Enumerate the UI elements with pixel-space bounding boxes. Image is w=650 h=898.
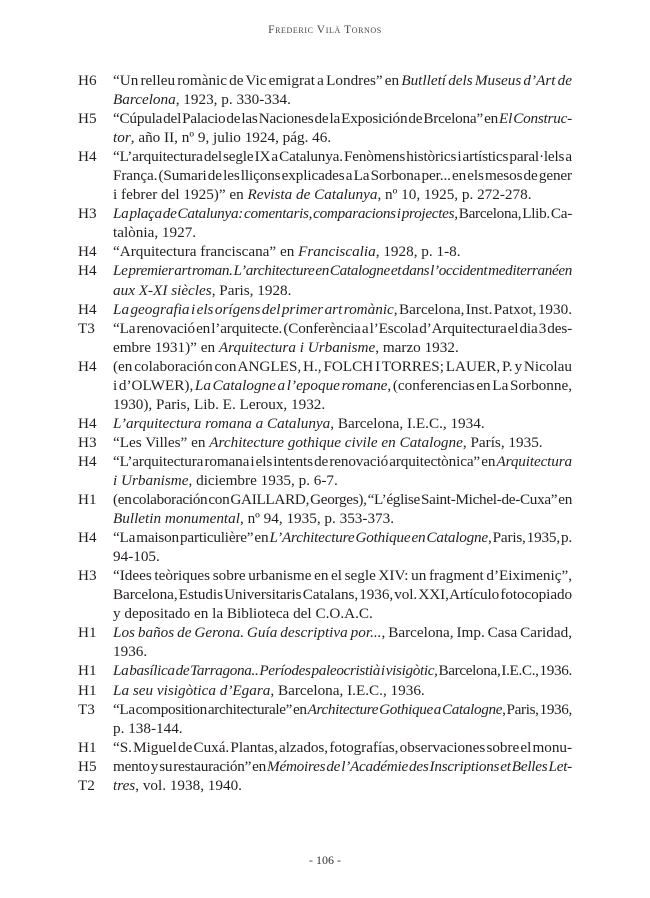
- text-run: (en colaboración con ANGLES, H., FOLCH I TORRES; LAUER, P. y Nicolau: [113, 357, 572, 375]
- location-code: H3: [78, 205, 97, 223]
- location-code: H3: [78, 433, 97, 451]
- bibliography-line: [78, 357, 572, 376]
- bibliography-line: [78, 128, 572, 147]
- italic-title: Los baños de Gerona. Guía descriptiva por...: [113, 624, 382, 642]
- entry-text: [113, 757, 572, 776]
- bibliography-line: [78, 300, 572, 319]
- bibliography-line: [78, 223, 572, 242]
- location-code: H4: [78, 452, 97, 470]
- bibliography-line: [78, 757, 572, 776]
- text-run: p. 138-144.: [113, 719, 183, 737]
- text-run: , Barcelona, Inst. Patxot, 1930.: [393, 300, 572, 318]
- bibliography-line: [78, 452, 572, 471]
- text-run: , marzo 1932.: [375, 338, 459, 356]
- page-number: - 106 -: [309, 853, 341, 867]
- text-run: Barcelona, Estudis Universitaris Catalans, 1936, vol. XXI, Artículo fotocopiado: [113, 586, 572, 604]
- location-code: H1: [78, 738, 97, 756]
- location-code: H4: [78, 148, 97, 166]
- italic-title: tres: [113, 776, 136, 794]
- text-run: “La composition architecturale” en: [113, 700, 308, 718]
- bibliography-line: [78, 71, 572, 90]
- entry-text: [113, 738, 572, 757]
- text-run: França. (Sumari de les lliçons explicades a La Sorbona per... en els mesos de gener: [113, 167, 572, 185]
- text-run: , Paris, 1928.: [211, 281, 292, 299]
- italic-title: Le premier art roman. L’architecture en Catalogne et dans l’occident mediterranéen: [113, 262, 572, 280]
- entry-text: [113, 376, 572, 395]
- entry-text: [113, 71, 572, 90]
- text-run: , 1928, p. 1-8.: [375, 243, 461, 261]
- bibliography-line: [78, 490, 572, 509]
- italic-title: Bulletin monumental: [113, 510, 240, 528]
- entry-text: [113, 357, 572, 376]
- location-code: H5: [78, 757, 97, 775]
- location-code: T3: [78, 700, 95, 718]
- bibliography-line: [78, 414, 572, 433]
- running-header: Frederic Vilà Tornos: [268, 24, 382, 36]
- italic-title: Butlletí dels Museus d’Art de: [401, 72, 573, 89]
- text-run: “La maison particulière” en: [113, 529, 270, 547]
- italic-title: Revista de Catalunya: [247, 186, 378, 204]
- entry-text: [113, 223, 196, 242]
- location-code: H4: [78, 262, 97, 280]
- location-code: H3: [78, 567, 97, 585]
- bibliography-line: [78, 242, 572, 261]
- text-run: 94-105.: [113, 548, 160, 566]
- bibliography-line: [78, 90, 572, 109]
- bibliography-line: [78, 166, 572, 185]
- entry-text: [113, 242, 461, 261]
- entry-text: [113, 433, 543, 452]
- bibliography-line: [78, 681, 572, 700]
- bibliography-line: [78, 528, 572, 547]
- entry-text: [113, 490, 572, 509]
- location-code: H4: [78, 529, 97, 547]
- text-run: , (conferencias en La Sorbonne,: [387, 376, 572, 394]
- bibliography-line: [78, 185, 572, 204]
- entry-text: [113, 566, 572, 585]
- bibliography-line: [78, 623, 572, 642]
- italic-title: El Construc-: [499, 110, 572, 128]
- italic-title: i Urbanisme: [113, 471, 189, 489]
- entry-text: [113, 509, 394, 528]
- entry-text: [113, 661, 572, 680]
- location-code: H1: [78, 491, 97, 509]
- text-run: “L’arquitectura romana i els intents de renovació arquitectònica” en: [113, 452, 497, 470]
- text-run: , Barcelona, I.E.C., 1936.: [434, 662, 572, 680]
- bibliography-line: [78, 204, 572, 223]
- text-run: “S. Miguel de Cuxá. Plantas, alzados, fotografías, observaciones sobre el monu-: [113, 738, 572, 756]
- text-run: , Barcelona, I.E.C., 1936.: [270, 681, 425, 699]
- entry-text: [113, 90, 291, 109]
- entry-text: [113, 623, 572, 642]
- text-run: , 1923, p. 330-334.: [175, 91, 291, 109]
- bibliography-line: [78, 509, 572, 528]
- entry-text: [113, 128, 331, 147]
- text-run: “L’arquitectura del segle IX a Catalunya. Fenòmens històrics i artístics paral·lels a: [113, 148, 572, 166]
- entry-text: [113, 681, 425, 700]
- entry-text: [113, 319, 572, 338]
- bibliography-line: [78, 319, 572, 338]
- bibliography-line: [78, 395, 572, 414]
- bibliography-line: [78, 661, 572, 680]
- italic-title: La plaça de Catalunya: comentaris, comparacions i projectes,: [113, 205, 458, 223]
- entry-text: [113, 300, 572, 319]
- italic-title: Architecture Gothique a Catalogne: [307, 700, 503, 718]
- bibliography-line: [78, 604, 572, 623]
- bibliography-line: [78, 776, 572, 795]
- bibliography-line: [78, 547, 572, 566]
- entry-text: [113, 776, 242, 795]
- location-code: T3: [78, 319, 95, 337]
- italic-title: tor: [113, 129, 131, 147]
- bibliography-line: [78, 261, 572, 280]
- entry-text: [113, 585, 572, 604]
- italic-title: L’Architecture Gothique en Catalogne: [269, 529, 488, 547]
- text-run: Barcelona, Llib. Ca-: [457, 205, 572, 223]
- location-code: H1: [78, 681, 97, 699]
- italic-title: Mémoires de l’Académie des Inscriptions et Belles Let-: [267, 757, 572, 775]
- entry-text: [113, 261, 572, 280]
- bibliography-line: [78, 147, 572, 166]
- entry-text: [113, 109, 572, 128]
- location-code: H1: [78, 624, 97, 642]
- entry-text: [113, 338, 459, 357]
- italic-title: La geografia i els orígens del primer art romànic: [113, 300, 394, 318]
- bibliography-line: [78, 738, 572, 757]
- italic-title: La basílica de Tarragona.. Períodes paleocristià i visigòtic: [113, 662, 435, 680]
- text-run: , Paris, 1935, p.: [487, 529, 573, 547]
- bibliography-line: [78, 433, 572, 452]
- text-run: , Barcelona, Imp. Casa Caridad,: [381, 624, 573, 642]
- location-code: H4: [78, 300, 97, 318]
- text-run: embre 1931)” en: [113, 338, 219, 356]
- text-run: (en colaboración con GAILLARD, Georges), “L’église Saint-Michel-de-Cuxa” en: [113, 491, 572, 509]
- bibliography-line: [78, 585, 572, 604]
- bibliography-line: [78, 281, 572, 300]
- location-code: H1: [78, 662, 97, 680]
- entry-text: [113, 700, 572, 719]
- text-run: , nº 94, 1935, p. 353-373.: [239, 510, 395, 528]
- text-run: , vol. 1938, 1940.: [135, 776, 242, 794]
- entry-text: [113, 719, 183, 738]
- location-code: H4: [78, 414, 97, 432]
- location-code: H4: [78, 357, 97, 375]
- bibliography-line: [78, 700, 572, 719]
- entry-text: [113, 166, 572, 185]
- entry-text: [113, 395, 325, 414]
- italic-title: Barcelona: [113, 91, 176, 109]
- text-run: “Cúpula del Palacio de las Naciones de la Exposición de Brcelona” en: [113, 110, 500, 128]
- text-run: , nº 10, 1925, p. 272-278.: [377, 186, 532, 204]
- text-run: y depositado en la Biblioteca del C.O.A.C.: [113, 605, 373, 623]
- bibliography-line: [78, 471, 572, 490]
- location-code: H5: [78, 110, 97, 128]
- italic-title: Arquitectura: [496, 452, 572, 470]
- entry-text: [113, 281, 291, 300]
- text-run: , diciembre 1935, p. 6-7.: [188, 471, 338, 489]
- entry-text: [113, 604, 373, 623]
- text-run: “Arquitectura franciscana” en: [113, 243, 299, 261]
- text-run: , Barcelona, I.E.C., 1934.: [330, 414, 485, 432]
- location-code: T2: [78, 776, 95, 794]
- italic-title: aux X-XI siècles: [113, 281, 212, 299]
- text-run: i d’OLWER),: [113, 376, 195, 394]
- italic-title: Franciscalia: [298, 243, 376, 261]
- bibliography-line: [78, 338, 572, 357]
- text-run: 1936.: [113, 643, 148, 661]
- italic-title: Arquitectura i Urbanisme: [218, 338, 376, 356]
- entry-text: [113, 528, 572, 547]
- bibliography-list: [78, 71, 572, 795]
- entry-text: [113, 642, 147, 661]
- entry-text: [113, 414, 485, 433]
- italic-title: La seu visigòtica d’Egara: [113, 681, 271, 699]
- italic-title: Architecture gothique civile en Catalogne: [209, 433, 463, 451]
- entry-text: [113, 452, 572, 471]
- text-run: , Paris, 1936,: [502, 700, 572, 718]
- text-run: , París, 1935.: [462, 433, 543, 451]
- text-run: “La renovació en l’arquitecte. (Conferència a l’Escola d’Arquitectura el dia 3 des-: [113, 319, 572, 337]
- text-run: “Un relleu romànic de Vic emigrat a Londres” en: [113, 72, 402, 89]
- bibliography-line: [78, 642, 572, 661]
- italic-title: L’arquitectura romana a Catalunya: [113, 414, 331, 432]
- location-code: H6: [78, 72, 97, 89]
- bibliography-line: [78, 376, 572, 395]
- text-run: , año II, nº 9, julio 1924, pág. 46.: [130, 129, 332, 147]
- entry-text: [113, 204, 572, 223]
- text-run: talònia, 1927.: [113, 224, 197, 242]
- entry-text: [113, 471, 338, 490]
- location-code: H4: [78, 243, 97, 261]
- text-run: i febrer del 1925)” en: [113, 186, 248, 204]
- bibliography-line: [78, 566, 572, 585]
- entry-text: [113, 185, 532, 204]
- text-run: mento y su restauración” en: [113, 757, 268, 775]
- entry-text: [113, 547, 160, 566]
- text-run: “Les Villes” en: [113, 433, 210, 451]
- bibliography-line: [78, 719, 572, 738]
- entry-text: [113, 147, 572, 166]
- text-run: 1930), Paris, Lib. E. Leroux, 1932.: [113, 395, 326, 413]
- italic-title: La Catalogne a l’epoque romane: [194, 376, 388, 394]
- text-run: “Idees teòriques sobre urbanisme en el segle XIV: un fragment d’Eiximeniç”,: [113, 567, 572, 585]
- bibliography-line: [78, 109, 572, 128]
